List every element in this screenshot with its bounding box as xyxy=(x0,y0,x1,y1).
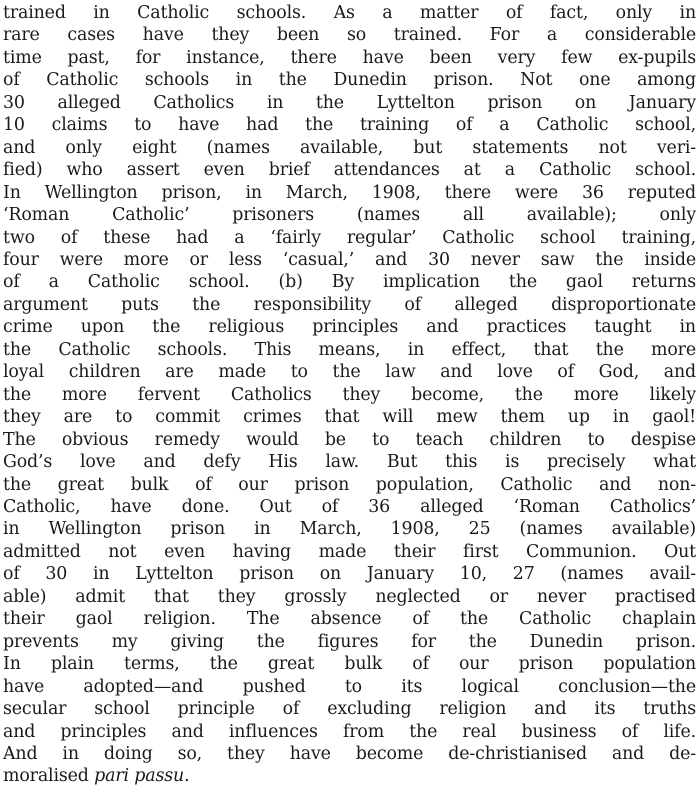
document-line: 10 claims to have had the training of a Catholic school, xyxy=(3,115,696,136)
final-line-end: . xyxy=(184,766,190,787)
document-line: 30 alleged Catholics in the Lyttelton prison on January xyxy=(3,92,696,113)
document-line: Catholic, have done. Out of 36 alleged ‘Roman Catholics’ xyxy=(3,496,696,517)
document-line: of a Catholic school. (b) By implication the gaol returns xyxy=(3,272,696,293)
document-line: loyal children are made to the law and love of God, and xyxy=(3,362,696,383)
document-line: And in doing so, they have become de-christianised and de- xyxy=(3,743,696,764)
document-line: time past, for instance, there have been very few ex-pupils xyxy=(3,47,696,68)
final-line-text: moralised xyxy=(3,766,95,787)
document-line: have adopted—and pushed to its logical conclusion—the xyxy=(3,676,696,697)
document-line: the great bulk of our prison population, Catholic and non- xyxy=(3,474,696,495)
document-line: fied) who assert even brief attendances at a Catholic school. xyxy=(3,160,696,181)
final-line-italic: pari passu xyxy=(94,766,185,787)
document-line: their gaol religion. The absence of the Catholic chaplain xyxy=(3,609,696,630)
document-line: two of these had a ‘fairly regular’ Catholic school training, xyxy=(3,227,696,248)
document-line: In plain terms, the great bulk of our prison population xyxy=(3,654,696,675)
document-body xyxy=(3,2,696,765)
document-line: able) admit that they grossly neglected or never practised xyxy=(3,586,696,607)
document-page xyxy=(3,0,696,808)
document-line: ‘Roman Catholic’ prisoners (names all available); only xyxy=(3,205,696,226)
document-line: of Catholic schools in the Dunedin prison. Not one among xyxy=(3,70,696,91)
document-line: admitted not even having made their first Communion. Out xyxy=(3,541,696,562)
document-line: the Catholic schools. This means, in effect, that the more xyxy=(3,339,696,360)
document-line: secular school principle of excluding religion and its truths xyxy=(3,699,696,720)
document-line: of 30 in Lyttelton prison on January 10, 27 (names avail- xyxy=(3,564,696,585)
document-line-final xyxy=(3,765,696,787)
document-line: the more fervent Catholics they become, the more likely xyxy=(3,384,696,405)
document-line: trained in Catholic schools. As a matter of fact, only in xyxy=(3,3,696,23)
document-line: prevents my giving the figures for the Dunedin prison. xyxy=(3,631,696,652)
document-line: they are to commit crimes that will mew them up in gaol! xyxy=(3,407,696,428)
document-line: and only eight (names available, but statements not veri- xyxy=(3,137,696,158)
document-line: four were more or less ‘casual,’ and 30 never saw the inside xyxy=(3,249,696,270)
document-line: and principles and influences from the real business of life. xyxy=(3,721,696,742)
document-line: The obvious remedy would be to teach children to despise xyxy=(3,429,696,450)
document-line: God’s love and defy His law. But this is precisely what xyxy=(3,452,696,473)
document-line: crime upon the religious principles and practices taught in xyxy=(3,317,696,338)
document-line: argument puts the responsibility of alleged disproportionate xyxy=(3,294,696,315)
document-line: rare cases have they been so trained. For a considerable xyxy=(3,25,696,46)
document-line: in Wellington prison in March, 1908, 25 (names available) xyxy=(3,519,696,540)
document-line: In Wellington prison, in March, 1908, there were 36 reputed xyxy=(3,182,696,203)
